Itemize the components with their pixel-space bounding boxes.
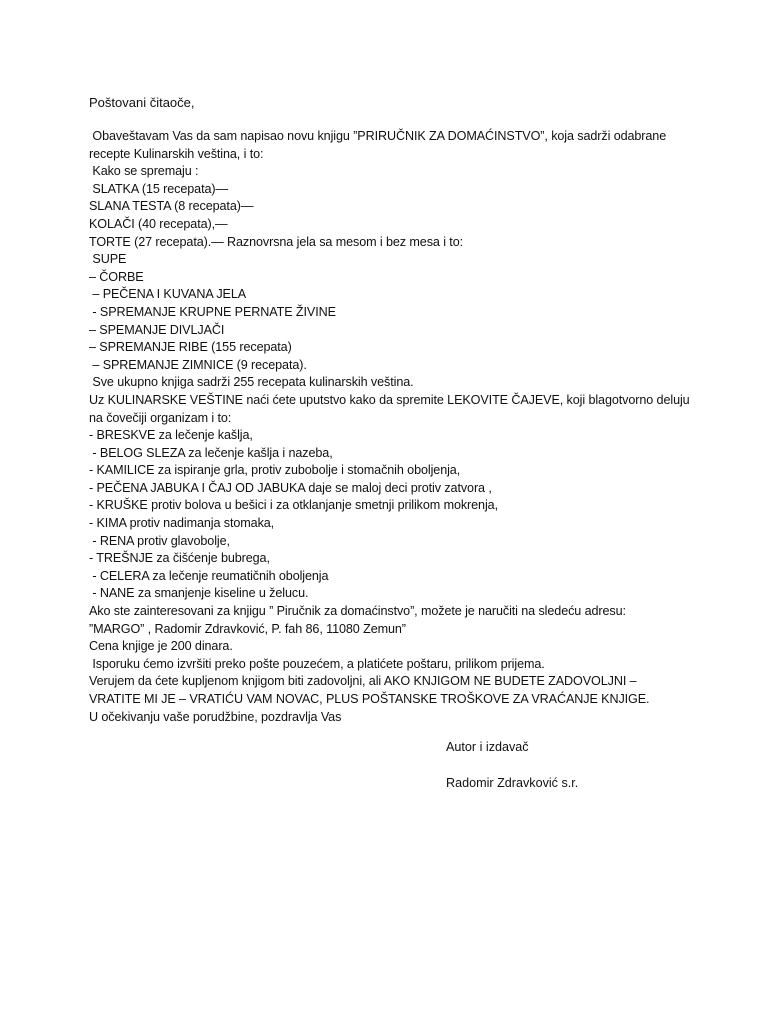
body-line: Uz KULINARSKE VEŠTINE naći ćete uputstvo kako da spremite LEKOVITE ČAJEVE, koji blagotvorno deluju bbox=[89, 392, 690, 407]
body-line: - KIMA protiv nadimanja stomaka, bbox=[89, 516, 275, 531]
body-line: - PEČENA JABUKA I ČAJ OD JABUKA daje se maloj deci protiv zatvora , bbox=[89, 480, 492, 495]
body-line: - CELERA za lečenje reumatičnih oboljenja bbox=[89, 568, 329, 583]
body-line: SUPE bbox=[89, 252, 127, 267]
body-line: SLANA TESTA (8 recepata)— bbox=[89, 199, 254, 214]
signature-block bbox=[446, 739, 578, 792]
body-line: - KAMILICE za ispiranje grla, protiv zubobolje i stomačnih oboljenja, bbox=[89, 463, 461, 478]
body-line: - BELOG SLEZA za lečenje kašlja i nazeba, bbox=[89, 445, 333, 460]
body-line: SLATKA (15 recepata)— bbox=[89, 181, 228, 196]
body-line: – ČORBE bbox=[89, 269, 144, 284]
body-line: - KRUŠKE protiv bolova u bešici i za otklanjanje smetnji prilikom mokrenja, bbox=[89, 498, 498, 513]
body-line: VRATITE MI JE – VRATIĆU VAM NOVAC, PLUS POŠTANSKE TROŠKOVE ZA VRAĆANJE KNJIGE. bbox=[89, 692, 650, 706]
body-line: - BRESKVE za lečenje kašlja, bbox=[89, 428, 253, 443]
body-line: na čovečiji organizam i to: bbox=[89, 410, 232, 425]
body-line: U očekivanju vaše porudžbine, pozdravlja Vas bbox=[89, 709, 342, 724]
body-line: - SPREMANJE KRUPNE PERNATE ŽIVINE bbox=[89, 304, 336, 319]
body-line: – PEČENA I KUVANA JELA bbox=[89, 287, 247, 302]
signature-name: Radomir Zdravković s.r. bbox=[446, 775, 579, 790]
letter-body bbox=[89, 128, 729, 726]
body-line: Verujem da ćete kupljenom knjigom biti zadovoljni, ali AKO KNJIGOM NE BUDETE ZADOVOLJNI – bbox=[89, 674, 637, 689]
body-line: - NANE za smanjenje kiseline u želucu. bbox=[89, 586, 309, 601]
body-line: TORTE (27 recepata).— Raznovrsna jela sa mesom i bez mesa i to: bbox=[89, 234, 463, 249]
body-line: Isporuku ćemo izvršiti preko pošte pouzećem, a platićete poštaru, prilikom prijema. bbox=[89, 656, 545, 671]
body-line: recepte Kulinarskih veština, i to: bbox=[89, 146, 264, 161]
body-line: KOLAČI (40 recepata),— bbox=[89, 216, 228, 231]
body-line: ”MARGO” , Radomir Zdravković, P. fah 86, 11080 Zemun” bbox=[89, 621, 406, 636]
body-line: – SPREMANJE RIBE (155 recepata) bbox=[89, 340, 292, 355]
body-line: Sve ukupno knjiga sadrži 255 recepata kulinarskih veština. bbox=[89, 375, 414, 390]
body-line: Obaveštavam Vas da sam napisao novu knjigu ”PRIRUČNIK ZA DOMAĆINSTVO”, koja sadrži odabrane bbox=[89, 129, 667, 143]
body-line: – SPREMANJE ZIMNICE (9 recepata). bbox=[89, 357, 307, 372]
letter-greeting: Poštovani čitaoče, bbox=[89, 95, 195, 110]
signature-role: Autor i izdavač bbox=[446, 740, 529, 754]
body-line: - TREŠNJE za čišćenje bubrega, bbox=[89, 551, 270, 566]
body-line: – SPEMANJE DIVLJAČI bbox=[89, 322, 225, 337]
body-line: Kako se spremaju : bbox=[89, 164, 199, 179]
body-line: Ako ste zainteresovani za knjigu ” Piručnik za domaćinstvo”, možete je naručiti na sledeću adresu: bbox=[89, 604, 626, 619]
body-line: - RENA protiv glavobolje, bbox=[89, 533, 230, 548]
body-line: Cena knjige je 200 dinara. bbox=[89, 639, 233, 654]
signature-spacer bbox=[446, 757, 578, 775]
